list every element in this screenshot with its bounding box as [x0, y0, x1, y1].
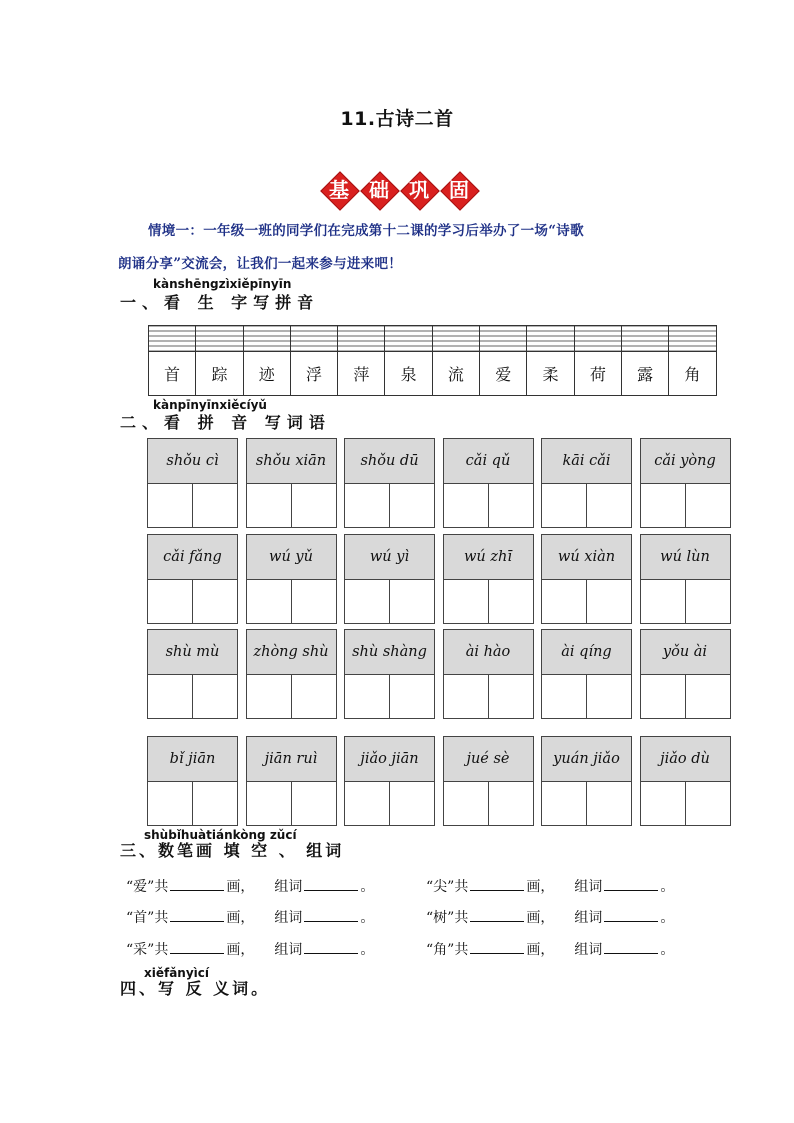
word-pinyin: ài qíng	[542, 630, 631, 675]
pinyin-writing-cell[interactable]	[432, 326, 479, 352]
pinyin-writing-cell[interactable]	[480, 326, 527, 352]
answer-box[interactable]	[345, 782, 390, 825]
word-blank[interactable]	[304, 878, 358, 891]
word-blank[interactable]	[604, 941, 658, 954]
word-card	[443, 629, 534, 719]
character-cell: 踪	[196, 352, 243, 396]
word-pinyin: wú xiàn	[542, 535, 631, 580]
word-card	[443, 736, 534, 826]
word-blank[interactable]	[304, 909, 358, 922]
answer-box[interactable]	[390, 675, 434, 718]
banner-char: 础	[369, 178, 389, 202]
section-2-pinyin: kànpīnyīnxiěcíyǔ	[153, 398, 267, 412]
banner-diamond	[401, 172, 437, 208]
answer-box[interactable]	[641, 782, 686, 825]
word-card	[147, 629, 238, 719]
answer-box[interactable]	[587, 782, 631, 825]
section-4-heading: 四、写 反 义词。	[120, 979, 271, 998]
answer-box[interactable]	[193, 484, 237, 527]
stroke-count-item: “角”共 画， 组词 。	[426, 942, 675, 958]
pinyin-writing-cell[interactable]	[243, 326, 290, 352]
section-3-pinyin: shùbǐhuàtiánkòng zǔcí	[144, 828, 297, 842]
banner-char: 巩	[409, 178, 429, 202]
answer-box[interactable]	[542, 484, 587, 527]
word-pinyin: wú zhī	[444, 535, 533, 580]
word-pinyin: shǒu cì	[148, 439, 237, 484]
answer-box[interactable]	[686, 580, 730, 623]
word-blank[interactable]	[304, 941, 358, 954]
word-pinyin: shǒu xiān	[247, 439, 336, 484]
answer-box[interactable]	[390, 484, 434, 527]
section-4-pinyin: xiěfǎnyìcí	[144, 966, 210, 980]
word-pinyin: wú yǔ	[247, 535, 336, 580]
word-card	[147, 736, 238, 826]
word-pinyin: yǒu ài	[641, 630, 730, 675]
word-blank[interactable]	[604, 878, 658, 891]
answer-box[interactable]	[193, 675, 237, 718]
stroke-blank[interactable]	[470, 941, 524, 954]
answer-box[interactable]	[542, 782, 587, 825]
word-pinyin: bǐ jiān	[148, 737, 237, 782]
answer-box[interactable]	[148, 580, 193, 623]
pinyin-writing-cell[interactable]	[338, 326, 385, 352]
word-card	[443, 438, 534, 528]
answer-box[interactable]	[686, 782, 730, 825]
word-pinyin: shǒu dū	[345, 439, 434, 484]
word-pinyin: zhòng shù	[247, 630, 336, 675]
pinyin-writing-cell[interactable]	[669, 326, 716, 352]
answer-box[interactable]	[148, 782, 193, 825]
pinyin-writing-cell[interactable]	[621, 326, 668, 352]
answer-box[interactable]	[542, 580, 587, 623]
answer-box[interactable]	[345, 580, 390, 623]
answer-box[interactable]	[444, 580, 489, 623]
page-title: 11.古诗二首	[340, 108, 454, 130]
answer-box[interactable]	[292, 580, 336, 623]
banner-diamond	[441, 172, 477, 208]
answer-box[interactable]	[489, 782, 533, 825]
answer-box[interactable]	[686, 675, 730, 718]
answer-box[interactable]	[390, 580, 434, 623]
pinyin-writing-cell[interactable]	[574, 326, 621, 352]
character-cell: 爱	[480, 352, 527, 396]
answer-box[interactable]	[148, 675, 193, 718]
answer-box[interactable]	[489, 484, 533, 527]
word-card	[246, 736, 337, 826]
word-card	[344, 438, 435, 528]
answer-box[interactable]	[587, 580, 631, 623]
character-cell: 荷	[574, 352, 621, 396]
word-pinyin: wú lùn	[641, 535, 730, 580]
answer-box[interactable]	[686, 484, 730, 527]
word-pinyin: cǎi yòng	[641, 439, 730, 484]
pinyin-writing-cell[interactable]	[385, 326, 432, 352]
word-pinyin: shù mù	[148, 630, 237, 675]
character-cell: 流	[432, 352, 479, 396]
answer-box[interactable]	[247, 675, 292, 718]
answer-box[interactable]	[345, 484, 390, 527]
intro-line-2: 朗诵分享”交流会，让我们一起来参与进来吧！	[118, 256, 403, 272]
word-pinyin: jué sè	[444, 737, 533, 782]
word-card	[640, 736, 731, 826]
section-1-heading: 一、看 生 字写拼音	[120, 293, 320, 312]
word-card	[640, 534, 731, 624]
word-card	[344, 629, 435, 719]
character-cell: 浮	[290, 352, 337, 396]
answer-box[interactable]	[444, 675, 489, 718]
stroke-count-item: “首”共 画， 组词 。	[126, 910, 375, 926]
stroke-blank[interactable]	[170, 941, 224, 954]
answer-box[interactable]	[587, 484, 631, 527]
word-card	[344, 736, 435, 826]
stroke-blank[interactable]	[470, 909, 524, 922]
word-pinyin: jiān ruì	[247, 737, 336, 782]
word-card	[541, 736, 632, 826]
word-pinyin: shù shàng	[345, 630, 434, 675]
answer-box[interactable]	[193, 580, 237, 623]
word-card	[246, 629, 337, 719]
banner-char: 基	[329, 178, 349, 202]
stroke-count-item: “采”共 画， 组词 。	[126, 942, 375, 958]
word-card	[443, 534, 534, 624]
answer-box[interactable]	[444, 484, 489, 527]
pinyin-writing-cell[interactable]	[290, 326, 337, 352]
answer-box[interactable]	[292, 782, 336, 825]
word-pinyin: kāi cǎi	[542, 439, 631, 484]
word-pinyin: jiǎo jiān	[345, 737, 434, 782]
character-pinyin-table	[148, 325, 717, 396]
section-3-heading: 三、数笔画 填 空 、 组词	[120, 841, 345, 860]
pinyin-writing-cell[interactable]	[149, 326, 196, 352]
stroke-blank[interactable]	[170, 878, 224, 891]
answer-box[interactable]	[292, 484, 336, 527]
word-pinyin: yuán jiǎo	[542, 737, 631, 782]
word-card	[344, 534, 435, 624]
answer-box[interactable]	[489, 675, 533, 718]
word-pinyin: wú yì	[345, 535, 434, 580]
answer-box[interactable]	[489, 580, 533, 623]
intro-line-1: 情境一：一年级一班的同学们在完成第十二课的学习后举办了一场“诗歌	[148, 223, 584, 239]
answer-box[interactable]	[641, 675, 686, 718]
stroke-count-item: “爱”共 画， 组词 。	[126, 879, 375, 895]
section-banner	[321, 172, 477, 208]
stroke-blank[interactable]	[470, 878, 524, 891]
word-pinyin: cǎi fǎng	[148, 535, 237, 580]
answer-box[interactable]	[641, 484, 686, 527]
word-blank[interactable]	[604, 909, 658, 922]
word-card	[541, 438, 632, 528]
banner-diamond	[321, 172, 357, 208]
word-pinyin: cǎi qǔ	[444, 439, 533, 484]
answer-box[interactable]	[390, 782, 434, 825]
answer-box[interactable]	[587, 675, 631, 718]
word-card	[147, 438, 238, 528]
answer-box[interactable]	[292, 675, 336, 718]
answer-box[interactable]	[641, 580, 686, 623]
answer-box[interactable]	[193, 782, 237, 825]
banner-char: 固	[449, 178, 469, 202]
answer-box[interactable]	[247, 484, 292, 527]
character-cell: 露	[621, 352, 668, 396]
pinyin-writing-cell[interactable]	[527, 326, 574, 352]
stroke-count-item: “尖”共 画， 组词 。	[426, 879, 675, 895]
pinyin-writing-cell[interactable]	[196, 326, 243, 352]
section-2-heading: 二、看 拼 音 写词语	[120, 413, 331, 432]
word-card	[541, 534, 632, 624]
banner-diamond	[361, 172, 397, 208]
answer-box[interactable]	[542, 675, 587, 718]
word-card	[246, 438, 337, 528]
stroke-blank[interactable]	[170, 909, 224, 922]
character-cell: 首	[149, 352, 196, 396]
word-card	[541, 629, 632, 719]
character-cell: 柔	[527, 352, 574, 396]
answer-box[interactable]	[148, 484, 193, 527]
answer-box[interactable]	[247, 580, 292, 623]
word-pinyin: jiǎo dù	[641, 737, 730, 782]
section-1-pinyin: kànshēngzìxiěpīnyīn	[153, 277, 292, 291]
word-card	[147, 534, 238, 624]
word-card	[640, 438, 731, 528]
answer-box[interactable]	[247, 782, 292, 825]
word-pinyin: ài hào	[444, 630, 533, 675]
character-cell: 角	[669, 352, 716, 396]
character-cell: 泉	[385, 352, 432, 396]
character-cell: 萍	[338, 352, 385, 396]
stroke-count-item: “树”共 画， 组词 。	[426, 910, 675, 926]
answer-box[interactable]	[345, 675, 390, 718]
word-card	[640, 629, 731, 719]
character-cell: 迹	[243, 352, 290, 396]
word-card	[246, 534, 337, 624]
answer-box[interactable]	[444, 782, 489, 825]
